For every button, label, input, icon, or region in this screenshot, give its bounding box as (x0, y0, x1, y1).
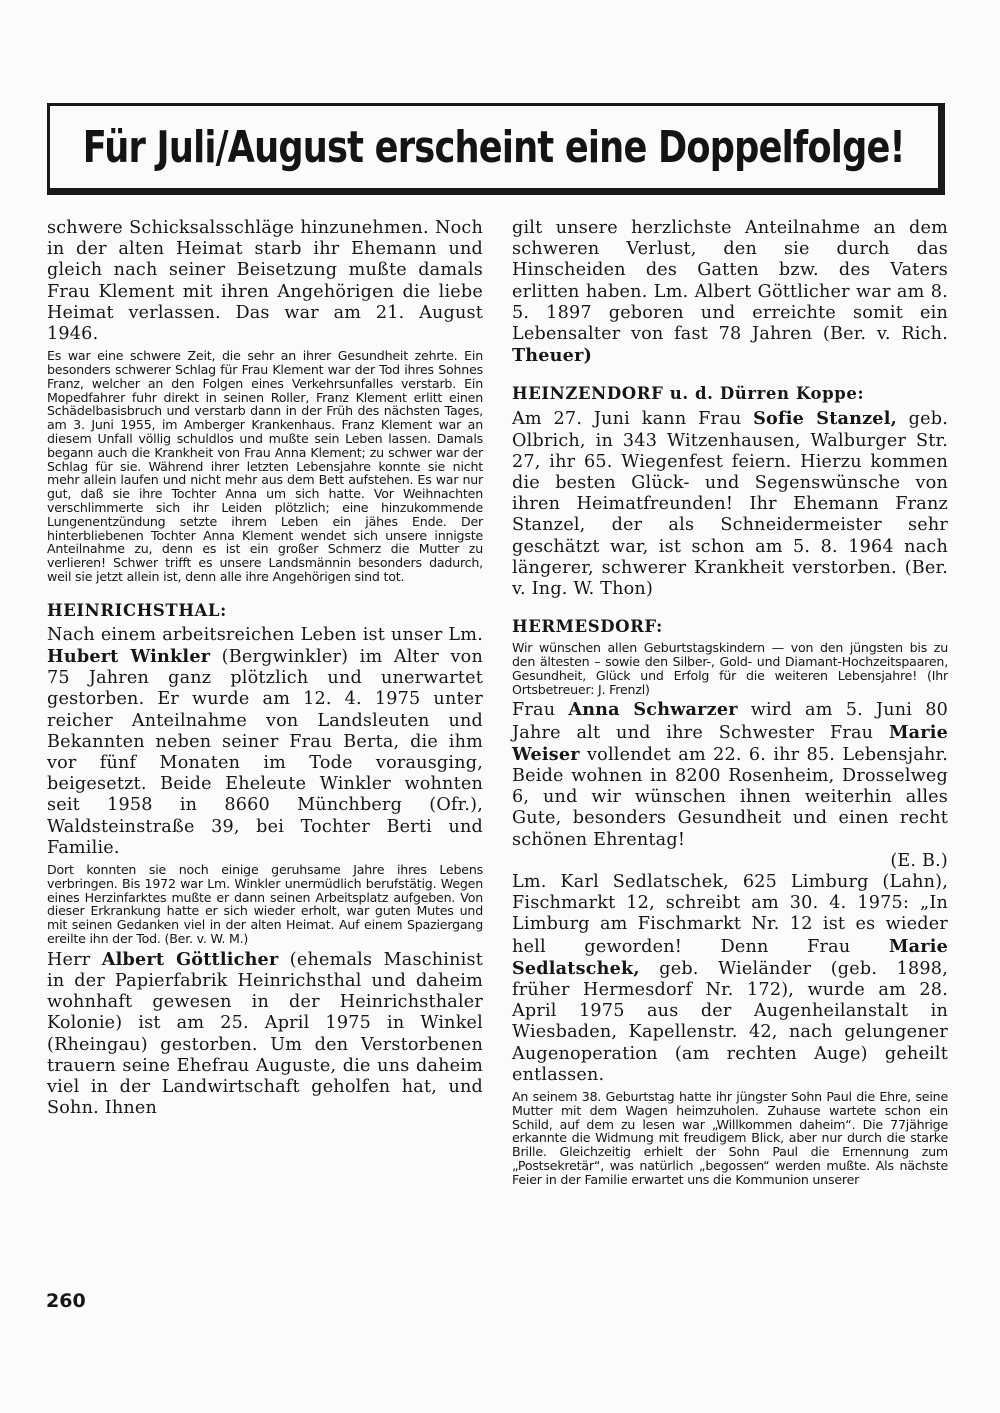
sedlatschek-paragraph (512, 872, 948, 1086)
stanzel-pre: Am 27. Juni kann Frau (512, 409, 754, 430)
banner-headline: Für Juli/August erscheint eine Doppelfolge! (82, 121, 906, 173)
intro-small-paragraph: Es war eine schwere Zeit, die sehr an ihrer Gesundheit zehrte. Ein besonders schwerer Schlag für Frau Klement war der Tod ihres Sohnes Franz, welcher an den Folgen eines Verkehrsunfalles verstarb. Ein Mopedfahrer fuhr direkt in seinen Roller, Franz Klement erlitt einen Schädelbasisbruch und verstarb dann in der Früh des nächsten Tages, am 3. Juni 1955, im Amberger Krankenhaus. Franz Klement war an diesem Unfall völlig schuldlos und mußte sein Leben lassen. Damals begann auch die Krankheit von Frau Anna Klement; zu schwer war der Schlag für sie. Während ihrer letzten Lebensjahre konnte sie nicht mehr allein laufen und nicht mehr aus dem Bett aufstehen. Es war nur gut, daß sie ihre Tochter Anna um sich hatte. Vor Weihnachten verschlimmerte sich ihr Leiden plötzlich; eine hinzukommende Lungenentzündung setzte ihrem Leben ein jähes Ende. Der hinterbliebenen Tochter Anna Klement wendet sich unsere innigste Anteilnahme zu, denn es ist ein großer Schmerz die Mutter zu verlieren! Schwer trifft es unsere Landsmännin besonders dadurch, weil sie jetzt allein ist, denn alle ihre Angehörigen sind tot. (47, 348, 483, 584)
intro-paragraph: schwere Schicksalsschläge hinzunehmen. Noch in der alten Heimat starb ihr Ehemann und gleich nach seiner Beisetzung mußte damals Frau Klement mit ihren Angehörigen die liebe Heimat verlassen. Das war am 21. August 1946. (47, 218, 483, 345)
heading-heinzendorf: HEINZENDORF u. d. Dürren Koppe: (512, 384, 865, 404)
sedlatschek-name: Marie Sedlatschek, (512, 935, 948, 979)
sedlatschek-post: geb. Wieländer (geb. 1898, früher Hermesdorf Nr. 172), wurde am 28. April 1975 aus der Augenheilanstalt in Wiesbaden, Kapellenstr. 42, nach gelungener Augenoperation (am rechten Auge) geheilt entlassen. (512, 958, 948, 1085)
goettlicher-name: Albert Göttlicher (101, 948, 279, 970)
continuation-text: gilt unsere herzlichste Anteilnahme an dem schweren Verlust, den sie durch das Hinscheiden des Gatten bzw. des Vaters erlitten haben. Lm. Albert Göttlicher war am 8. 5. 1897 geboren und erreichte somit ein Lebensalter von fast 78 Jahren (Ber. v. Rich. (512, 218, 948, 345)
winkler-pre: Nach einem arbeitsreichen Leben ist unser Lm. (47, 624, 483, 645)
goettlicher-paragraph (47, 949, 483, 1120)
winkler-post: (Bergwinkler) im Alter von 75 Jahren ganz plötzlich und unerwartet gestorben. Er wurde am 12. 4. 1975 unter reicher Anteilnahme von Landsleuten und Bekannten neben seiner Frau Berta, die ihm vor fünf Monaten im Tode vorausging, beigesetzt. Beide Eheleute Winkler wohnten seit 1958 in 8660 Münchberg (Ofr.), Waldsteinstraße 39, bei Tochter Berti und Familie. (47, 646, 483, 858)
left-column (47, 218, 483, 1119)
heading-heinrichsthal: HEINRICHSTHAL: (47, 600, 227, 620)
winkler-small-paragraph: Dort konnten sie noch einige geruhsame Jahre ihres Lebens verbringen. Bis 1972 war Lm. Winkler unermüdlich berufstätig. Wegen eines Herzinfarktes mußte er dann seinen Arbeitsplatz aufgeben. Von dieser Erkrankung hatte er sich wieder erholt, war guten Mutes und mit seinen Gedanken viel in der alten Heimat. Auf einem Spaziergang ereilte ihn der Tod. (Ber. v. W. M.) (47, 862, 483, 946)
goettlicher-post: (ehemals Maschinist in der Papierfabrik Heinrichsthal und daheim wohnhaft gewesen in der Heinrichsthaler Kolonie) ist am 25. April 1975 in Winkel (Rheingau) gestorben. Um den Verstorbenen trauern seine Ehefrau Auguste, die uns daheim viel in der Landwirtschaft geholfen hat, und Sohn. Ihnen (47, 949, 483, 1119)
stanzel-name: Sofie Stanzel, (753, 408, 897, 430)
page-number: 260 (46, 1290, 86, 1312)
stanzel-paragraph (512, 408, 948, 600)
schwarzer-post: vollendet am 22. 6. ihr 85. Lebensjahr. Beide wohnen in 8200 Rosenheim, Drosselweg 6, und wir wünschen ihnen weiterhin alles Gute, besonders Gesundheit und einen recht schönen Ehrentag! (512, 744, 948, 850)
schwarzer-signoff: (E. B.) (890, 850, 948, 871)
heading-hermesdorf: HERMESDORF: (512, 617, 663, 637)
right-column (512, 218, 948, 1187)
winkler-paragraph (47, 625, 483, 859)
goettlicher-pre: Herr (47, 949, 102, 970)
weiser-name: Marie Weiser (512, 721, 948, 765)
schwarzer-mid: wird am 5. Juni 80 Jahre alt und ihre Schwester Frau (512, 700, 949, 743)
sedlatschek-pre: Lm. Karl Sedlatschek, 625 Limburg (Lahn), Fischmarkt 12, schreibt am 30. 4. 1975: „In Limburg am Fischmarkt Nr. 12 ist es wieder hell geworden! Denn Frau (512, 872, 948, 957)
hermesdorf-small-paragraph: Wir wünschen allen Geburtstagskindern — von den jüngsten bis zu den ältesten – sowie den Silber-, Gold- und Diamant-Hochzeitspaaren, Gesundheit, Glück und Erfolg für die weiteren Lebensjahre! (Ihr Ortsbetreuer: J. Frenzl) (512, 640, 948, 697)
continuation-paragraph (512, 218, 948, 367)
stanzel-post: geb. Olbrich, in 343 Witzenhausen, Walburger Str. 27, ihr 65. Wiegenfest feiern. Hierzu kommen die besten Glück- und Segenswünsche von ihren Heimatfreunden! Ihr Ehemann Franz Stanzel, der als Schneidermeister sehr geschätzt war, ist schon am 5. 8. 1964 nach längerer, schwerer Krankheit verstorben. (Ber. v. Ing. W. Thon) (512, 409, 949, 600)
announcement-banner (47, 103, 945, 195)
schwarzer-paragraph (512, 699, 948, 850)
schwarzer-name: Anna Schwarzer (568, 699, 738, 721)
winkler-name: Hubert Winkler (47, 645, 211, 667)
sedlatschek-small-paragraph: An seinem 38. Geburtstag hatte ihr jüngster Sohn Paul die Ehre, seine Mutter mit dem Wagen heimzuholen. Zuhause wartete schon ein Schild, auf dem zu lesen war „Willkommen daheim“. Die 77jährige erkannte die Widmung mit freudigem Blick, aber nur durch die starke Brille. Gleichzeitig erhielt der Sohn Paul die Ernennung zum „Postsekretär“, was natürlich „begossen“ werden mußte. Als nächste Feier in der Familie erwartet uns die Kommunion unserer (512, 1089, 948, 1187)
continuation-author: Theuer) (512, 345, 593, 367)
schwarzer-pre: Frau (512, 700, 569, 721)
